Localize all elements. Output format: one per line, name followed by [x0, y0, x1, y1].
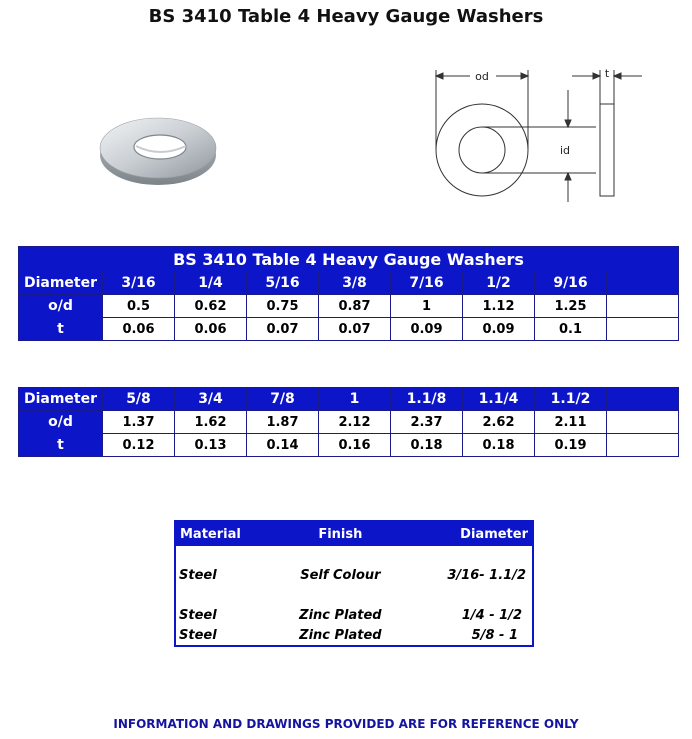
table-row	[175, 562, 533, 588]
table-cell: 0.07	[247, 318, 319, 341]
finish-cell: Zinc Plated	[299, 607, 382, 623]
table-cell: 1.62	[175, 411, 247, 434]
od-label: od	[475, 70, 489, 83]
t-label: t	[604, 67, 610, 80]
table-caption: BS 3410 Table 4 Heavy Gauge Washers	[19, 247, 679, 272]
material-cell: Steel	[179, 627, 217, 643]
table-cell: 5/16	[247, 272, 319, 295]
table-cell: 0.06	[175, 318, 247, 341]
table-row	[175, 605, 533, 625]
table-cell: 0.87	[319, 295, 391, 318]
table-cell: 2.62	[463, 411, 535, 434]
table-row	[175, 625, 533, 646]
table-cell: 1	[391, 295, 463, 318]
table-cell: 1.25	[535, 295, 607, 318]
thickness-row	[19, 318, 679, 341]
table-cell: 5/8	[103, 388, 175, 411]
material-cell: Steel	[179, 607, 217, 623]
table-cell: 0.07	[319, 318, 391, 341]
table-cell: 1/2	[463, 272, 535, 295]
table-cell	[607, 318, 679, 341]
table-cell: 0.09	[391, 318, 463, 341]
od-row	[19, 411, 679, 434]
table-cell: 0.12	[103, 434, 175, 457]
row-label: o/d	[19, 411, 103, 434]
table-cell: 2.11	[535, 411, 607, 434]
table-cell: 0.09	[463, 318, 535, 341]
table-cell: 1.1/4	[463, 388, 535, 411]
table-cell: 1	[319, 388, 391, 411]
table-cell: 1.37	[103, 411, 175, 434]
table-cell: 0.19	[535, 434, 607, 457]
table-cell: 0.18	[391, 434, 463, 457]
table-cell: 0.14	[247, 434, 319, 457]
table-cell: 9/16	[535, 272, 607, 295]
material-cell: Steel	[179, 567, 217, 583]
table-cell: 2.37	[391, 411, 463, 434]
table-cell: 0.16	[319, 434, 391, 457]
diameter-cell: 1/4 - 1/2	[461, 607, 522, 623]
table-cell: 0.13	[175, 434, 247, 457]
diameter-header: Diameter	[405, 521, 534, 546]
id-label: id	[559, 144, 571, 157]
materials-table	[174, 520, 534, 647]
table-cell: 1.1/8	[391, 388, 463, 411]
table-cell: 0.75	[247, 295, 319, 318]
material-header: Material	[175, 521, 276, 546]
disclaimer-footer: INFORMATION AND DRAWINGS PROVIDED ARE FOR REFERENCE ONLY	[113, 717, 579, 731]
finish-header: Finish	[276, 521, 404, 546]
washer-size-table-1	[18, 246, 679, 341]
row-label: Diameter	[19, 388, 103, 411]
thickness-row	[19, 434, 679, 457]
page-title: BS 3410 Table 4 Heavy Gauge Washers	[148, 6, 544, 27]
finish-cell: Self Colour	[300, 567, 381, 583]
table-cell: 3/4	[175, 388, 247, 411]
finish-cell: Zinc Plated	[299, 627, 382, 643]
table-cell: 1/4	[175, 272, 247, 295]
od-row	[19, 295, 679, 318]
diameter-cell: 5/8 - 1	[471, 627, 518, 643]
table-cell	[607, 434, 679, 457]
row-label: Diameter	[19, 272, 103, 295]
row-label: t	[19, 318, 103, 341]
washer-photo	[96, 108, 220, 190]
diameter-cell: 3/16- 1.1/2	[447, 567, 526, 583]
washer-dimension-diagram	[420, 62, 660, 212]
row-label: t	[19, 434, 103, 457]
washer-size-table-2	[18, 387, 679, 457]
table-cell	[607, 295, 679, 318]
table-cell: 0.06	[103, 318, 175, 341]
row-label: o/d	[19, 295, 103, 318]
table-cell: 3/8	[319, 272, 391, 295]
diameter-row	[19, 388, 679, 411]
table-cell	[607, 411, 679, 434]
table-cell: 1.12	[463, 295, 535, 318]
table-cell: 1.1/2	[535, 388, 607, 411]
table-cell: 0.5	[103, 295, 175, 318]
table-cell: 2.12	[319, 411, 391, 434]
table-cell	[607, 388, 679, 411]
table-cell: 0.18	[463, 434, 535, 457]
table-cell: 0.1	[535, 318, 607, 341]
table-cell: 0.62	[175, 295, 247, 318]
table-cell	[607, 272, 679, 295]
table-cell: 3/16	[103, 272, 175, 295]
table-cell: 7/8	[247, 388, 319, 411]
table-cell: 7/16	[391, 272, 463, 295]
table-cell: 1.87	[247, 411, 319, 434]
diameter-row	[19, 272, 679, 295]
